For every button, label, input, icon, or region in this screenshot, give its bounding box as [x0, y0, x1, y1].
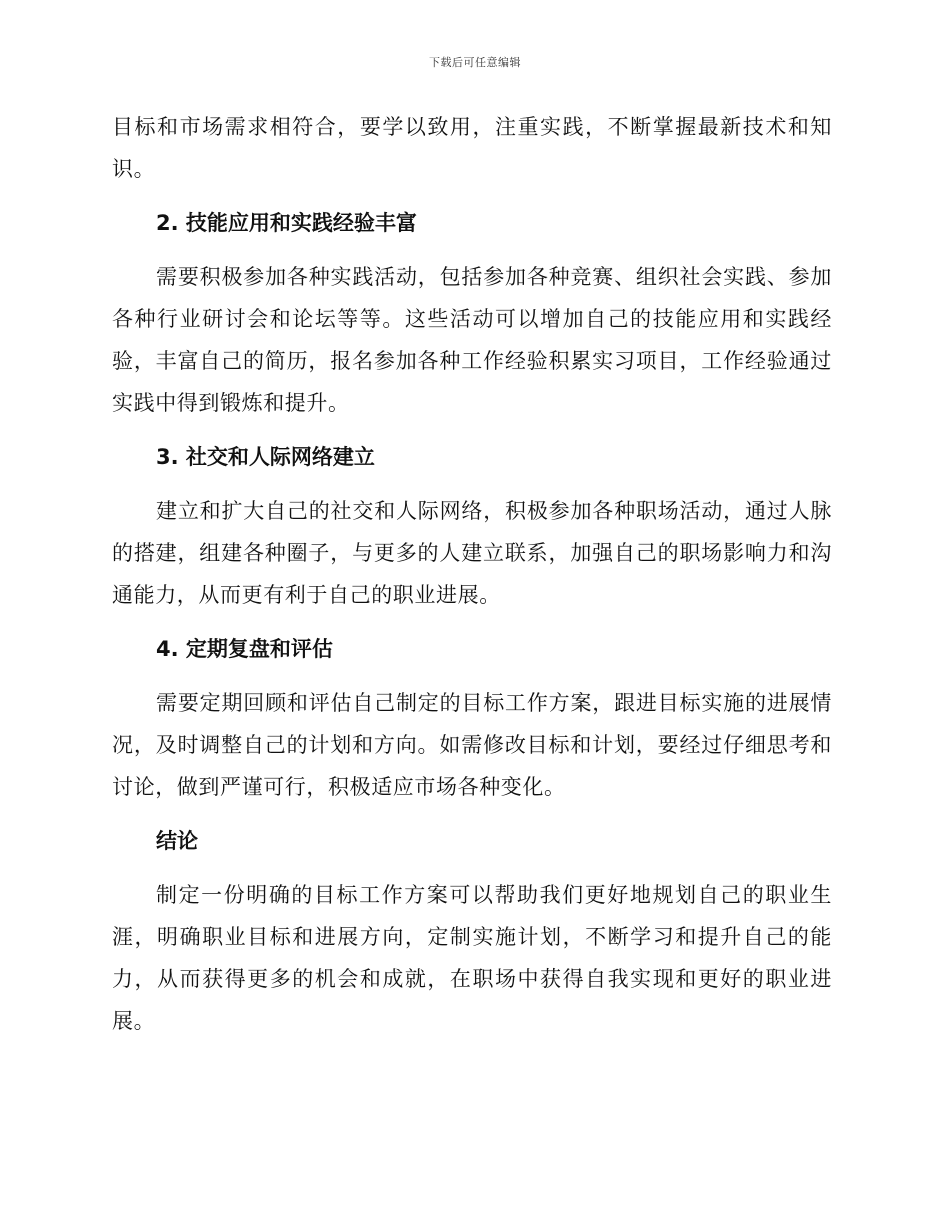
section-2-heading: 2. 技能应用和实践经验丰富: [156, 211, 417, 235]
conclusion-paragraph: 制定一份明确的目标工作方案可以帮助我们更好地规划自己的职业生涯，明确职业目标和进展方向，定制实施计划，不断学习和提升自己的能力，从而获得更多的机会和成就，在职场中获得自我实现和更好的职业进展。: [112, 883, 832, 1033]
conclusion-heading: 结论: [156, 829, 198, 853]
section-3-paragraph: 建立和扩大自己的社交和人际网络，积极参加各种职场活动，通过人脉的搭建，组建各种圈子，与更多的人建立联系，加强自己的职场影响力和沟通能力，从而更有利于自己的职业进展。: [112, 499, 832, 607]
intro-continuation-paragraph: 目标和市场需求相符合，要学以致用，注重实践，不断掌握最新技术和知识。: [112, 115, 832, 181]
section-4-paragraph: 需要定期回顾和评估自己制定的目标工作方案，跟进目标实施的进展情况，及时调整自己的计划和方向。如需修改目标和计划，要经过仔细思考和讨论，做到严谨可行，积极适应市场各种变化。: [112, 691, 832, 799]
page-header: 下载后可任意编辑: [429, 56, 521, 69]
section-3-heading: 3. 社交和人际网络建立: [156, 445, 375, 469]
document-body: [112, 106, 832, 1042]
section-2-paragraph: 需要积极参加各种实践活动，包括参加各种竞赛、组织社会实践、参加各种行业研讨会和论坛等等。这些活动可以增加自己的技能应用和实践经验，丰富自己的简历，报名参加各种工作经验积累实习项目，工作经验通过实践中得到锻炼和提升。: [112, 265, 832, 415]
section-4-heading: 4. 定期复盘和评估: [156, 637, 333, 661]
